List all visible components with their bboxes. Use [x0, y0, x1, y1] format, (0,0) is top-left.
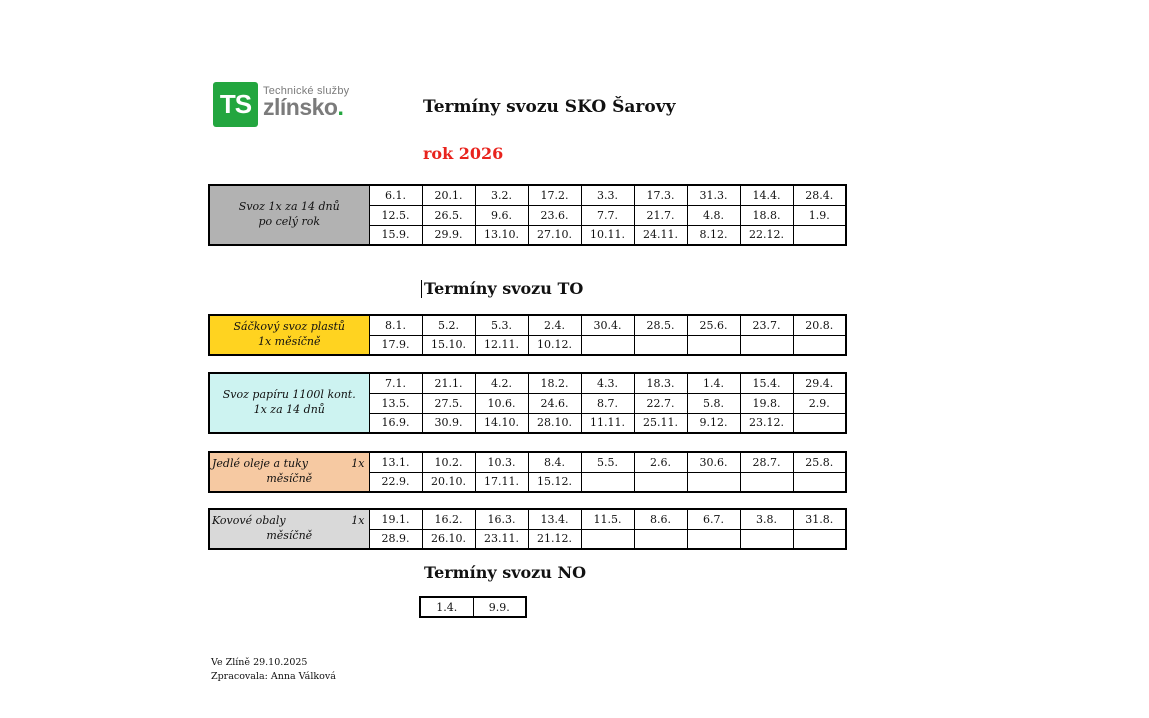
date-cell: 31.8. — [793, 509, 846, 529]
date-cell: 10.11. — [581, 225, 634, 245]
date-cell: 1.9. — [793, 205, 846, 225]
date-cell: 20.10. — [422, 472, 475, 492]
date-cell: 23.11. — [475, 529, 528, 549]
label-text: 1x za 14 dnů — [253, 403, 325, 416]
papir-table — [208, 372, 847, 434]
date-cell: 4.2. — [475, 373, 528, 393]
date-cell: 2.4. — [528, 315, 581, 335]
date-cell: 3.8. — [740, 509, 793, 529]
footer-author: Zpracovala: Anna Válková — [211, 671, 336, 682]
empty-cell — [634, 472, 687, 492]
empty-cell — [581, 335, 634, 355]
logo-title — [263, 94, 349, 120]
date-cell: 30.9. — [422, 413, 475, 433]
date-cell: 24.6. — [528, 393, 581, 413]
date-cell: 15.10. — [422, 335, 475, 355]
date-cell: 31.3. — [687, 185, 740, 205]
date-cell: 29.4. — [793, 373, 846, 393]
date-cell: 13.10. — [475, 225, 528, 245]
date-cell: 15.12. — [528, 472, 581, 492]
date-cell: 30.6. — [687, 452, 740, 472]
date-cell: 12.5. — [369, 205, 422, 225]
table-kovy-container — [208, 508, 847, 550]
empty-cell — [581, 472, 634, 492]
logo-dot: . — [337, 94, 344, 120]
date-cell: 6.1. — [369, 185, 422, 205]
date-cell: 16.9. — [369, 413, 422, 433]
empty-cell — [634, 529, 687, 549]
date-cell: 15.4. — [740, 373, 793, 393]
date-cell: 11.11. — [581, 413, 634, 433]
sko-row-label — [209, 185, 369, 245]
empty-cell — [687, 335, 740, 355]
date-cell: 3.3. — [581, 185, 634, 205]
label-text: měsíčně — [266, 529, 313, 542]
date-cell: 27.5. — [422, 393, 475, 413]
label-frequency: 1x — [351, 514, 365, 528]
kovy-table — [208, 508, 847, 550]
date-cell: 23.7. — [740, 315, 793, 335]
label-text: Svoz 1x za 14 dnů — [238, 200, 340, 214]
date-cell: 7.1. — [369, 373, 422, 393]
table-row — [209, 373, 846, 393]
empty-cell — [740, 529, 793, 549]
date-cell: 18.2. — [528, 373, 581, 393]
date-cell: 19.8. — [740, 393, 793, 413]
date-cell: 4.3. — [581, 373, 634, 393]
table-row — [209, 315, 846, 335]
date-cell: 5.2. — [422, 315, 475, 335]
date-cell: 5.3. — [475, 315, 528, 335]
date-cell: 8.6. — [634, 509, 687, 529]
date-cell: 19.1. — [369, 509, 422, 529]
empty-cell — [740, 472, 793, 492]
label-frequency: 1x — [351, 457, 365, 471]
date-cell: 11.5. — [581, 509, 634, 529]
date-cell: 25.11. — [634, 413, 687, 433]
date-cell: 25.6. — [687, 315, 740, 335]
date-cell: 13.1. — [369, 452, 422, 472]
label-text: Sáčkový svoz plastů — [233, 320, 345, 334]
date-cell: 21.7. — [634, 205, 687, 225]
date-cell: 10.6. — [475, 393, 528, 413]
date-cell: 29.9. — [422, 225, 475, 245]
ts-zlinsko-logo — [213, 82, 349, 127]
page-title: Termíny svozu SKO Šarovy — [423, 97, 676, 117]
date-cell: 24.11. — [634, 225, 687, 245]
empty-cell — [793, 413, 846, 433]
empty-cell — [793, 472, 846, 492]
empty-cell — [740, 335, 793, 355]
label-text: Jedlé oleje a tuky — [212, 457, 308, 471]
date-cell: 4.8. — [687, 205, 740, 225]
date-cell: 9.12. — [687, 413, 740, 433]
date-cell: 3.2. — [475, 185, 528, 205]
date-cell: 16.2. — [422, 509, 475, 529]
to-section-heading: Termíny svozu TO — [424, 279, 584, 298]
date-cell: 22.7. — [634, 393, 687, 413]
logo-text — [263, 82, 349, 127]
date-cell: 28.7. — [740, 452, 793, 472]
date-cell: 8.1. — [369, 315, 422, 335]
no-table — [419, 596, 527, 618]
sko-table — [208, 184, 847, 246]
date-cell: 10.12. — [528, 335, 581, 355]
date-cell: 20.1. — [422, 185, 475, 205]
date-cell: 27.10. — [528, 225, 581, 245]
label-text: Kovové obaly — [212, 514, 286, 528]
date-cell: 23.12. — [740, 413, 793, 433]
date-cell: 15.9. — [369, 225, 422, 245]
empty-cell — [687, 529, 740, 549]
date-cell: 22.12. — [740, 225, 793, 245]
date-cell: 26.5. — [422, 205, 475, 225]
table-sko-container — [208, 184, 847, 246]
label-text: 1x měsíčně — [257, 335, 321, 348]
date-cell: 7.7. — [581, 205, 634, 225]
date-cell: 13.4. — [528, 509, 581, 529]
text-cursor — [421, 280, 422, 298]
footer — [211, 656, 336, 684]
date-cell: 17.2. — [528, 185, 581, 205]
logo-title-text: zlínsko — [263, 94, 338, 120]
date-cell: 14.10. — [475, 413, 528, 433]
date-cell: 28.5. — [634, 315, 687, 335]
date-cell: 18.3. — [634, 373, 687, 393]
no-section-heading: Termíny svozu NO — [424, 563, 587, 582]
date-cell: 20.8. — [793, 315, 846, 335]
table-row — [209, 185, 846, 205]
date-cell: 10.3. — [475, 452, 528, 472]
date-cell: 2.9. — [793, 393, 846, 413]
date-cell: 8.12. — [687, 225, 740, 245]
label-text: Svoz papíru 1100l kont. — [222, 388, 356, 402]
date-cell: 9.6. — [475, 205, 528, 225]
date-cell: 2.6. — [634, 452, 687, 472]
date-cell: 16.3. — [475, 509, 528, 529]
table-plast-container — [208, 314, 847, 356]
date-cell: 17.11. — [475, 472, 528, 492]
plast-table — [208, 314, 847, 356]
papir-row-label — [209, 373, 369, 433]
date-cell: 23.6. — [528, 205, 581, 225]
date-cell: 21.12. — [528, 529, 581, 549]
date-cell: 5.8. — [687, 393, 740, 413]
date-cell: 6.7. — [687, 509, 740, 529]
logo-subtitle: Technické služby — [263, 85, 350, 97]
date-cell: 10.2. — [422, 452, 475, 472]
empty-cell — [634, 335, 687, 355]
table-row — [209, 452, 846, 472]
date-cell: 5.5. — [581, 452, 634, 472]
oleje-table — [208, 451, 847, 493]
empty-cell — [793, 225, 846, 245]
table-oleje-container — [208, 451, 847, 493]
oleje-row-label — [209, 452, 369, 492]
date-cell: 22.9. — [369, 472, 422, 492]
empty-cell — [793, 335, 846, 355]
date-cell: 28.4. — [793, 185, 846, 205]
date-cell: 21.1. — [422, 373, 475, 393]
year-subtitle: rok 2026 — [423, 144, 504, 163]
footer-place-date: Ve Zlíně 29.10.2025 — [211, 657, 308, 668]
date-cell: 1.4. — [420, 597, 473, 617]
table-no-container — [419, 596, 527, 618]
table-papir-container — [208, 372, 847, 434]
date-cell: 8.7. — [581, 393, 634, 413]
date-cell: 28.9. — [369, 529, 422, 549]
date-cell: 8.4. — [528, 452, 581, 472]
table-row — [209, 509, 846, 529]
date-cell: 18.8. — [740, 205, 793, 225]
date-cell: 25.8. — [793, 452, 846, 472]
label-text: po celý rok — [258, 215, 321, 228]
label-text: měsíčně — [266, 472, 313, 485]
kovy-row-label — [209, 509, 369, 549]
table-row — [420, 597, 526, 617]
date-cell: 17.3. — [634, 185, 687, 205]
date-cell: 12.11. — [475, 335, 528, 355]
date-cell: 17.9. — [369, 335, 422, 355]
empty-cell — [687, 472, 740, 492]
ts-logo-icon: TS — [213, 82, 258, 127]
date-cell: 14.4. — [740, 185, 793, 205]
empty-cell — [581, 529, 634, 549]
date-cell: 30.4. — [581, 315, 634, 335]
date-cell: 9.9. — [473, 597, 526, 617]
date-cell: 13.5. — [369, 393, 422, 413]
empty-cell — [793, 529, 846, 549]
date-cell: 1.4. — [687, 373, 740, 393]
date-cell: 26.10. — [422, 529, 475, 549]
date-cell: 28.10. — [528, 413, 581, 433]
plast-row-label — [209, 315, 369, 355]
